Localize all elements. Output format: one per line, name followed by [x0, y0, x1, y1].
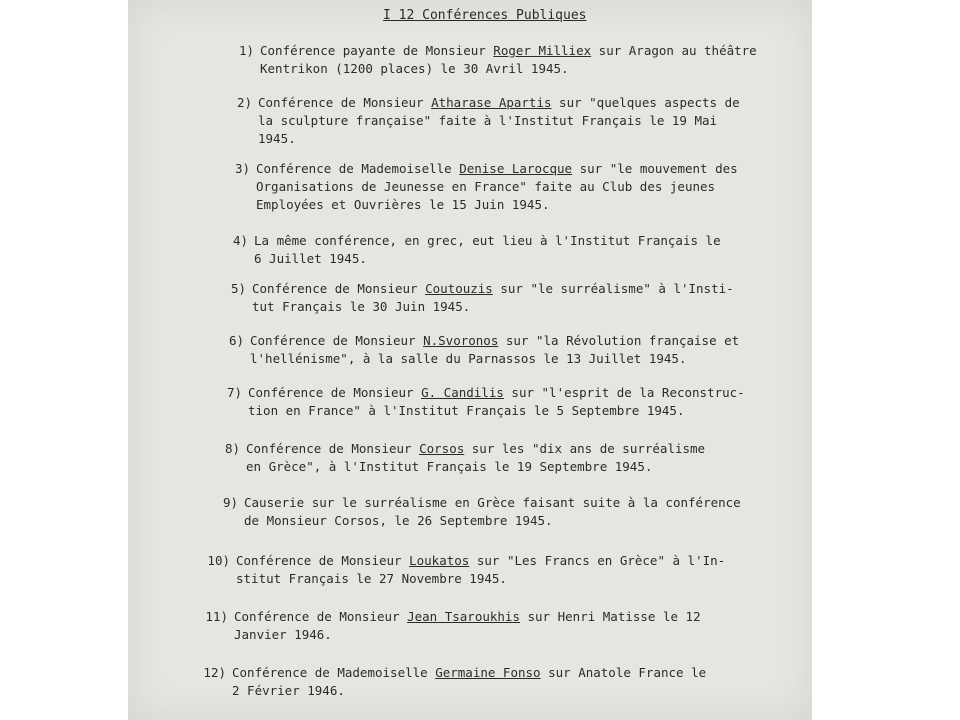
list-item: 9) Causerie sur le surréalisme en Grèce faisant suite à la conférence de Monsieur Corsos, le 26 Septembre 1945.: [222, 495, 741, 528]
speaker-name: Germaine Fonso: [435, 665, 541, 680]
list-item: 4) La même conférence, en grec, eut lieu à l'Institut Français le 6 Juillet 1945.: [232, 233, 721, 266]
list-item: 7) Conférence de Monsieur G. Candilis sur "l'esprit de la Reconstruc- tion en France" à l'Institut Français le 5 Septembre 1945.: [226, 385, 745, 418]
speaker-name: Roger Milliex: [493, 43, 592, 58]
speaker-name: N.Svoronos: [423, 333, 499, 348]
list-item: 10) Conférence de Monsieur Loukatos sur "Les Francs en Grèce" à l'In- stitut Français le 27 Novembre 1945.: [207, 553, 726, 586]
list-item: 6) Conférence de Monsieur N.Svoronos sur "la Révolution française et l'hellénisme", à la salle du Parnassos le 13 Juillet 1945.: [228, 333, 740, 366]
list-item: 3) Conférence de Mademoiselle Denise Larocque sur "le mouvement des Organisations de Jeunesse en France" faite au Club des jeunes Employées et Ouvrières le 15 Juin 1945.: [234, 161, 738, 212]
list-item: 8) Conférence de Monsieur Corsos sur les "dix ans de surréalisme en Grèce", à l'Institut Français le 19 Septembre 1945.: [224, 441, 706, 474]
list-item: 5) Conférence de Monsieur Coutouzis sur "le surréalisme" à l'Insti- tut Français le 30 Juin 1945.: [230, 281, 734, 314]
speaker-name: Denise Larocque: [459, 161, 573, 176]
list-item: 12) Conférence de Mademoiselle Germaine Fonso sur Anatole France le 2 Février 1946.: [203, 665, 707, 698]
speaker-name: Atharase Apartis: [431, 95, 552, 110]
document-page: [128, 0, 812, 720]
list-item: 1) Conférence payante de Monsieur Roger Milliex sur Aragon au théâtre Kentrikon (1200 places) le 30 Avril 1945.: [238, 43, 757, 76]
list-item: 2) Conférence de Monsieur Atharase Apartis sur "quelques aspects de la sculpture française" faite à l'Institut Français le 19 Mai 1945.: [236, 95, 740, 146]
speaker-name: G. Candilis: [421, 385, 504, 400]
list-item: 11) Conférence de Monsieur Jean Tsaroukhis sur Henri Matisse le 12 Janvier 1946.: [205, 609, 701, 642]
speaker-name: Loukatos: [409, 553, 470, 568]
speaker-name: Jean Tsaroukhis: [407, 609, 520, 624]
speaker-name: Coutouzis: [425, 281, 493, 296]
speaker-name: Corsos: [419, 441, 465, 456]
document-title: I 12 Conférences Publiques: [383, 8, 587, 23]
